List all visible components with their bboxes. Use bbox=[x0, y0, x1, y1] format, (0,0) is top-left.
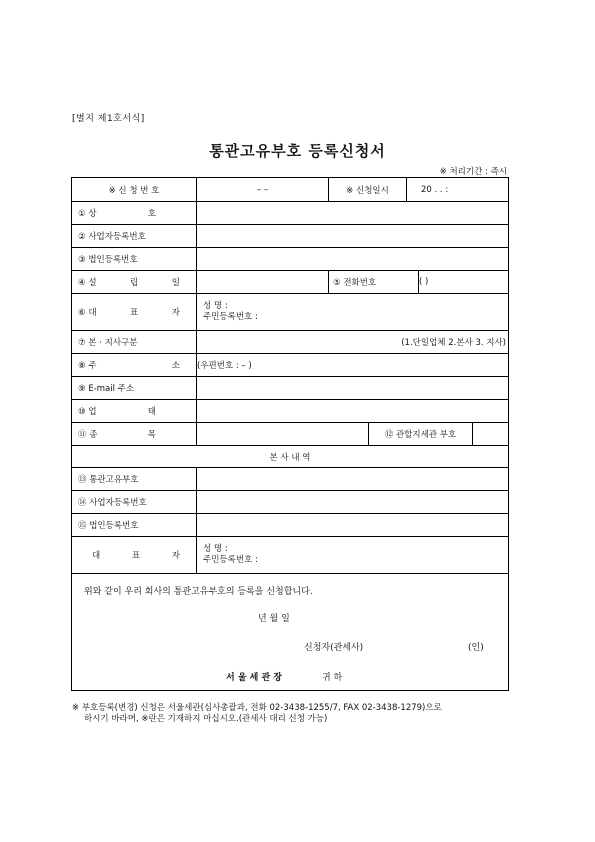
customs-office-code-field[interactable] bbox=[472, 423, 508, 445]
hq-corporate-registration-label: ⑮ 법인등록번호 bbox=[78, 521, 139, 531]
footnote-line-1: ※ 부호등록(변경) 신청은 서울세관(심사총괄과, 전화 02-3438-1255/7, FAX 02-3438-1279)으로 bbox=[72, 703, 442, 713]
application-form-table bbox=[71, 177, 509, 691]
hq-representative-field[interactable] bbox=[196, 537, 508, 573]
email-label: ⑨ E-mail 주소 bbox=[78, 384, 135, 394]
row-business-item bbox=[72, 423, 508, 446]
address-label: ⑧ 주 소 bbox=[78, 361, 180, 371]
application-number-label: ※ 신 청 번 호 bbox=[108, 185, 160, 196]
applicant-label: 신청자(관세사) bbox=[304, 643, 364, 653]
customs-code-field[interactable] bbox=[196, 468, 508, 490]
footnote bbox=[72, 703, 532, 725]
phone-field[interactable]: ( ) bbox=[418, 271, 508, 293]
hq-business-registration-label: ⑭ 사업자등록번호 bbox=[78, 498, 147, 508]
business-item-label: ⑪ 종 목 bbox=[78, 430, 156, 440]
row-hq-header bbox=[72, 446, 508, 468]
hq-representative-rrn-label: 주민등록번호 : bbox=[203, 555, 258, 565]
row-address bbox=[72, 354, 508, 377]
representative-name-label: 성 명 : bbox=[203, 301, 228, 311]
row-business-type bbox=[72, 400, 508, 423]
establishment-date-field[interactable] bbox=[196, 271, 328, 293]
row-company-name bbox=[72, 202, 508, 225]
application-date-label: ※ 신청일시 bbox=[328, 178, 406, 201]
representative-field[interactable] bbox=[196, 294, 508, 330]
company-name-field[interactable] bbox=[196, 202, 508, 224]
branch-type-field[interactable]: (1.단일업체 2.본사 3. 지사) bbox=[196, 331, 508, 353]
establishment-date-label: ④ 설 립 일 bbox=[78, 278, 180, 288]
row-business-registration bbox=[72, 225, 508, 248]
business-registration-field[interactable] bbox=[196, 225, 508, 247]
row-hq-business-registration bbox=[72, 491, 508, 514]
customs-office-code-label: ⑫ 관할지세관 부호 bbox=[368, 423, 472, 445]
business-type-field[interactable] bbox=[196, 400, 508, 422]
processing-period: ※ 처리기간 : 즉시 bbox=[439, 167, 507, 177]
address-field[interactable]: (우편번호 : – ) bbox=[196, 354, 508, 376]
hq-representative-name-label: 성 명 : bbox=[203, 544, 228, 554]
row-hq-corporate-registration bbox=[72, 514, 508, 537]
seal-mark: (인) bbox=[468, 643, 484, 653]
row-customs-code bbox=[72, 468, 508, 491]
phone-label: ⑤ 전화번호 bbox=[328, 271, 418, 293]
business-type-label: ⑩ 업 태 bbox=[78, 407, 156, 417]
email-field[interactable] bbox=[196, 377, 508, 399]
honorific: 귀 하 bbox=[322, 673, 343, 683]
branch-type-label: ⑦ 본 · 지사구분 bbox=[78, 338, 138, 348]
declaration-block bbox=[72, 574, 508, 690]
business-item-field[interactable] bbox=[196, 423, 368, 445]
representative-rrn-label: 주민등록번호 : bbox=[203, 312, 258, 322]
footnote-line-2: 하시기 바라며, ※란은 기재하지 마십시오.(관세사 대리 신청 가능) bbox=[84, 714, 328, 724]
declaration-statement: 위와 같이 우리 회사의 통관고유부호의 등록을 신청합니다. bbox=[84, 587, 313, 597]
addressee: 서 울 세 관 장 bbox=[226, 673, 283, 683]
hq-corporate-registration-field[interactable] bbox=[196, 514, 508, 536]
corporate-registration-label: ③ 법인등록번호 bbox=[78, 255, 138, 265]
row-application-number bbox=[72, 178, 508, 202]
form-number: [별지 제1호서식] bbox=[72, 114, 145, 124]
row-hq-representative bbox=[72, 537, 508, 574]
business-registration-label: ② 사업자등록번호 bbox=[78, 232, 146, 242]
row-email bbox=[72, 377, 508, 400]
form-title: 통관고유부호 등록신청서 bbox=[209, 142, 386, 160]
declaration-date: 년 월 일 bbox=[258, 614, 290, 624]
representative-label: ⑥ 대 표 자 bbox=[78, 308, 180, 318]
hq-business-registration-field[interactable] bbox=[196, 491, 508, 513]
corporate-registration-field[interactable] bbox=[196, 248, 508, 270]
hq-section-header: 본 사 내 역 bbox=[269, 452, 311, 463]
application-date-field[interactable]: 20 . . : bbox=[406, 178, 508, 201]
application-number-field[interactable]: – – bbox=[196, 178, 328, 201]
hq-representative-label: 대 표 자 bbox=[92, 551, 180, 561]
row-establishment-phone bbox=[72, 271, 508, 294]
row-corporate-registration bbox=[72, 248, 508, 271]
customs-code-label: ⑬ 통관고유부호 bbox=[78, 475, 139, 485]
company-name-label: ① 상 호 bbox=[78, 209, 156, 219]
row-branch-type bbox=[72, 331, 508, 354]
row-representative bbox=[72, 294, 508, 331]
